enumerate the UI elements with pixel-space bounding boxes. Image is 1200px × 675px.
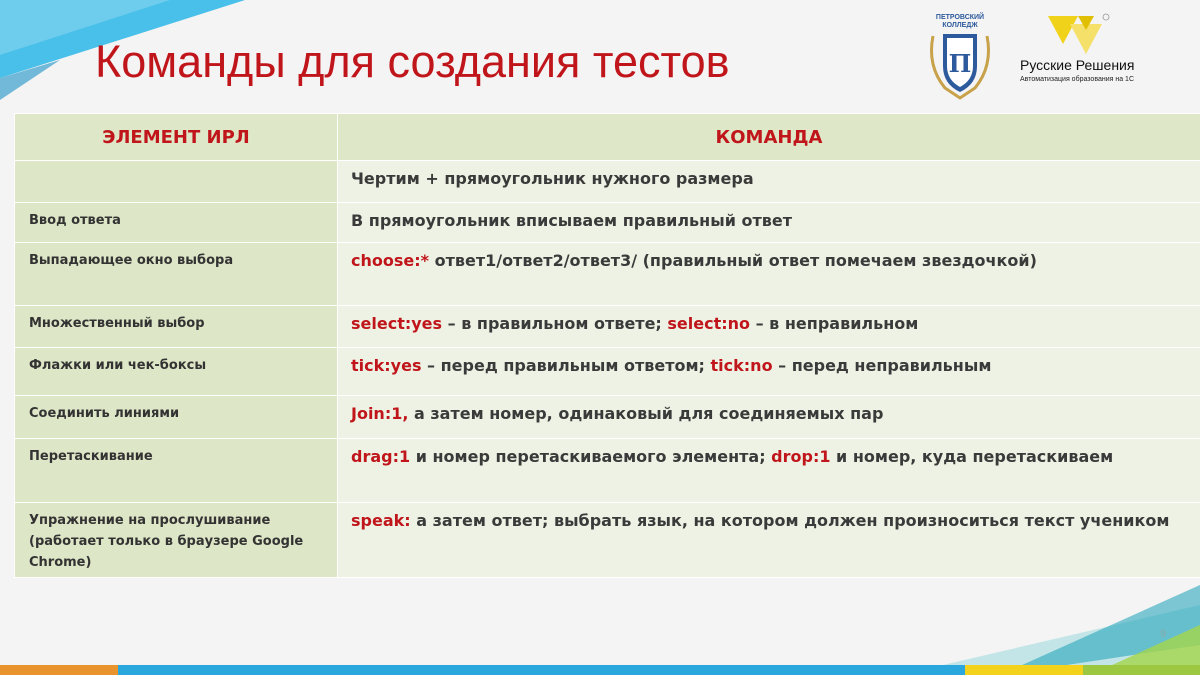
svg-text:П: П — [948, 49, 972, 78]
table-row — [15, 243, 1200, 306]
table-row — [15, 439, 1200, 503]
table-row — [15, 348, 1200, 396]
rr-logo-icon — [1040, 12, 1110, 57]
table-row — [15, 306, 1200, 348]
command-keyword: select:no — [667, 314, 751, 333]
command-text: – перед неправильным — [772, 356, 992, 375]
command-text: – в правильном ответе; — [442, 314, 668, 333]
header-element: ЭЛЕМЕНТ ИРЛ — [15, 114, 338, 161]
header-command: КОМАНДА — [338, 114, 1200, 161]
command-text: и номер, куда перетаскиваем — [830, 447, 1114, 466]
command-text: а затем ответ; выбрать язык, на котором должен произноситься текст учеником — [410, 511, 1170, 530]
row-command — [338, 348, 1200, 396]
slide-title: Команды для создания тестов — [95, 36, 730, 87]
row-element: Перетаскивание — [15, 439, 338, 503]
college-logo — [925, 12, 995, 102]
row-command — [338, 243, 1200, 306]
commands-table-wrap — [14, 113, 1200, 578]
table-row — [15, 503, 1200, 578]
command-keyword: drag:1 — [351, 447, 411, 466]
table-row — [15, 161, 1200, 203]
command-text: – в неправильном — [750, 314, 919, 333]
command-keyword: choose:* — [351, 251, 429, 270]
bottom-right-decoration — [0, 585, 1200, 675]
row-command — [338, 439, 1200, 503]
command-keyword: drop:1 — [771, 447, 831, 466]
command-keyword: tick:yes — [351, 356, 422, 375]
command-text: – перед правильным ответом; — [421, 356, 711, 375]
row-element: Ввод ответа — [15, 203, 338, 243]
row-element: Выпадающее окно выбора — [15, 243, 338, 306]
command-keyword: select:yes — [351, 314, 443, 333]
row-element: Упражнение на прослушивание (работает только в браузере Google Chrome) — [15, 503, 338, 578]
table-header-row — [15, 114, 1200, 161]
college-crest-icon — [925, 26, 995, 102]
rr-logo-tagline: Автоматизация образования на 1С — [1020, 76, 1135, 83]
table-row — [15, 396, 1200, 439]
command-text: В прямоугольник вписываем правильный ответ — [351, 211, 792, 230]
command-keyword: tick:no — [710, 356, 773, 375]
row-command — [338, 396, 1200, 439]
row-command — [338, 203, 1200, 243]
row-command — [338, 306, 1200, 348]
row-element — [15, 161, 338, 203]
row-command — [338, 161, 1200, 203]
table-row — [15, 203, 1200, 243]
row-element: Множественный выбор — [15, 306, 338, 348]
row-element: Соединить линиями — [15, 396, 338, 439]
russkie-resheniya-logo — [1015, 12, 1195, 92]
command-text: ответ1/ответ2/ответ3/ (правильный ответ помечаем звездочкой) — [429, 251, 1037, 270]
page-number: 9 — [1160, 628, 1167, 640]
command-keyword: speak: — [351, 511, 411, 530]
row-command — [338, 503, 1200, 578]
rr-logo-name: Русские Решения — [1020, 57, 1135, 73]
college-logo-caption: ПЕТРОВСКИЙ КОЛЛЕДЖ — [935, 14, 985, 29]
command-text: а затем номер, одинаковый для соединяемых пар — [408, 404, 884, 423]
command-keyword: Join:1, — [351, 404, 409, 423]
command-text: Чертим + прямоугольник нужного размера — [351, 169, 754, 188]
row-element: Флажки или чек-боксы — [15, 348, 338, 396]
commands-table — [14, 113, 1200, 578]
command-text: и номер перетаскиваемого элемента; — [410, 447, 772, 466]
